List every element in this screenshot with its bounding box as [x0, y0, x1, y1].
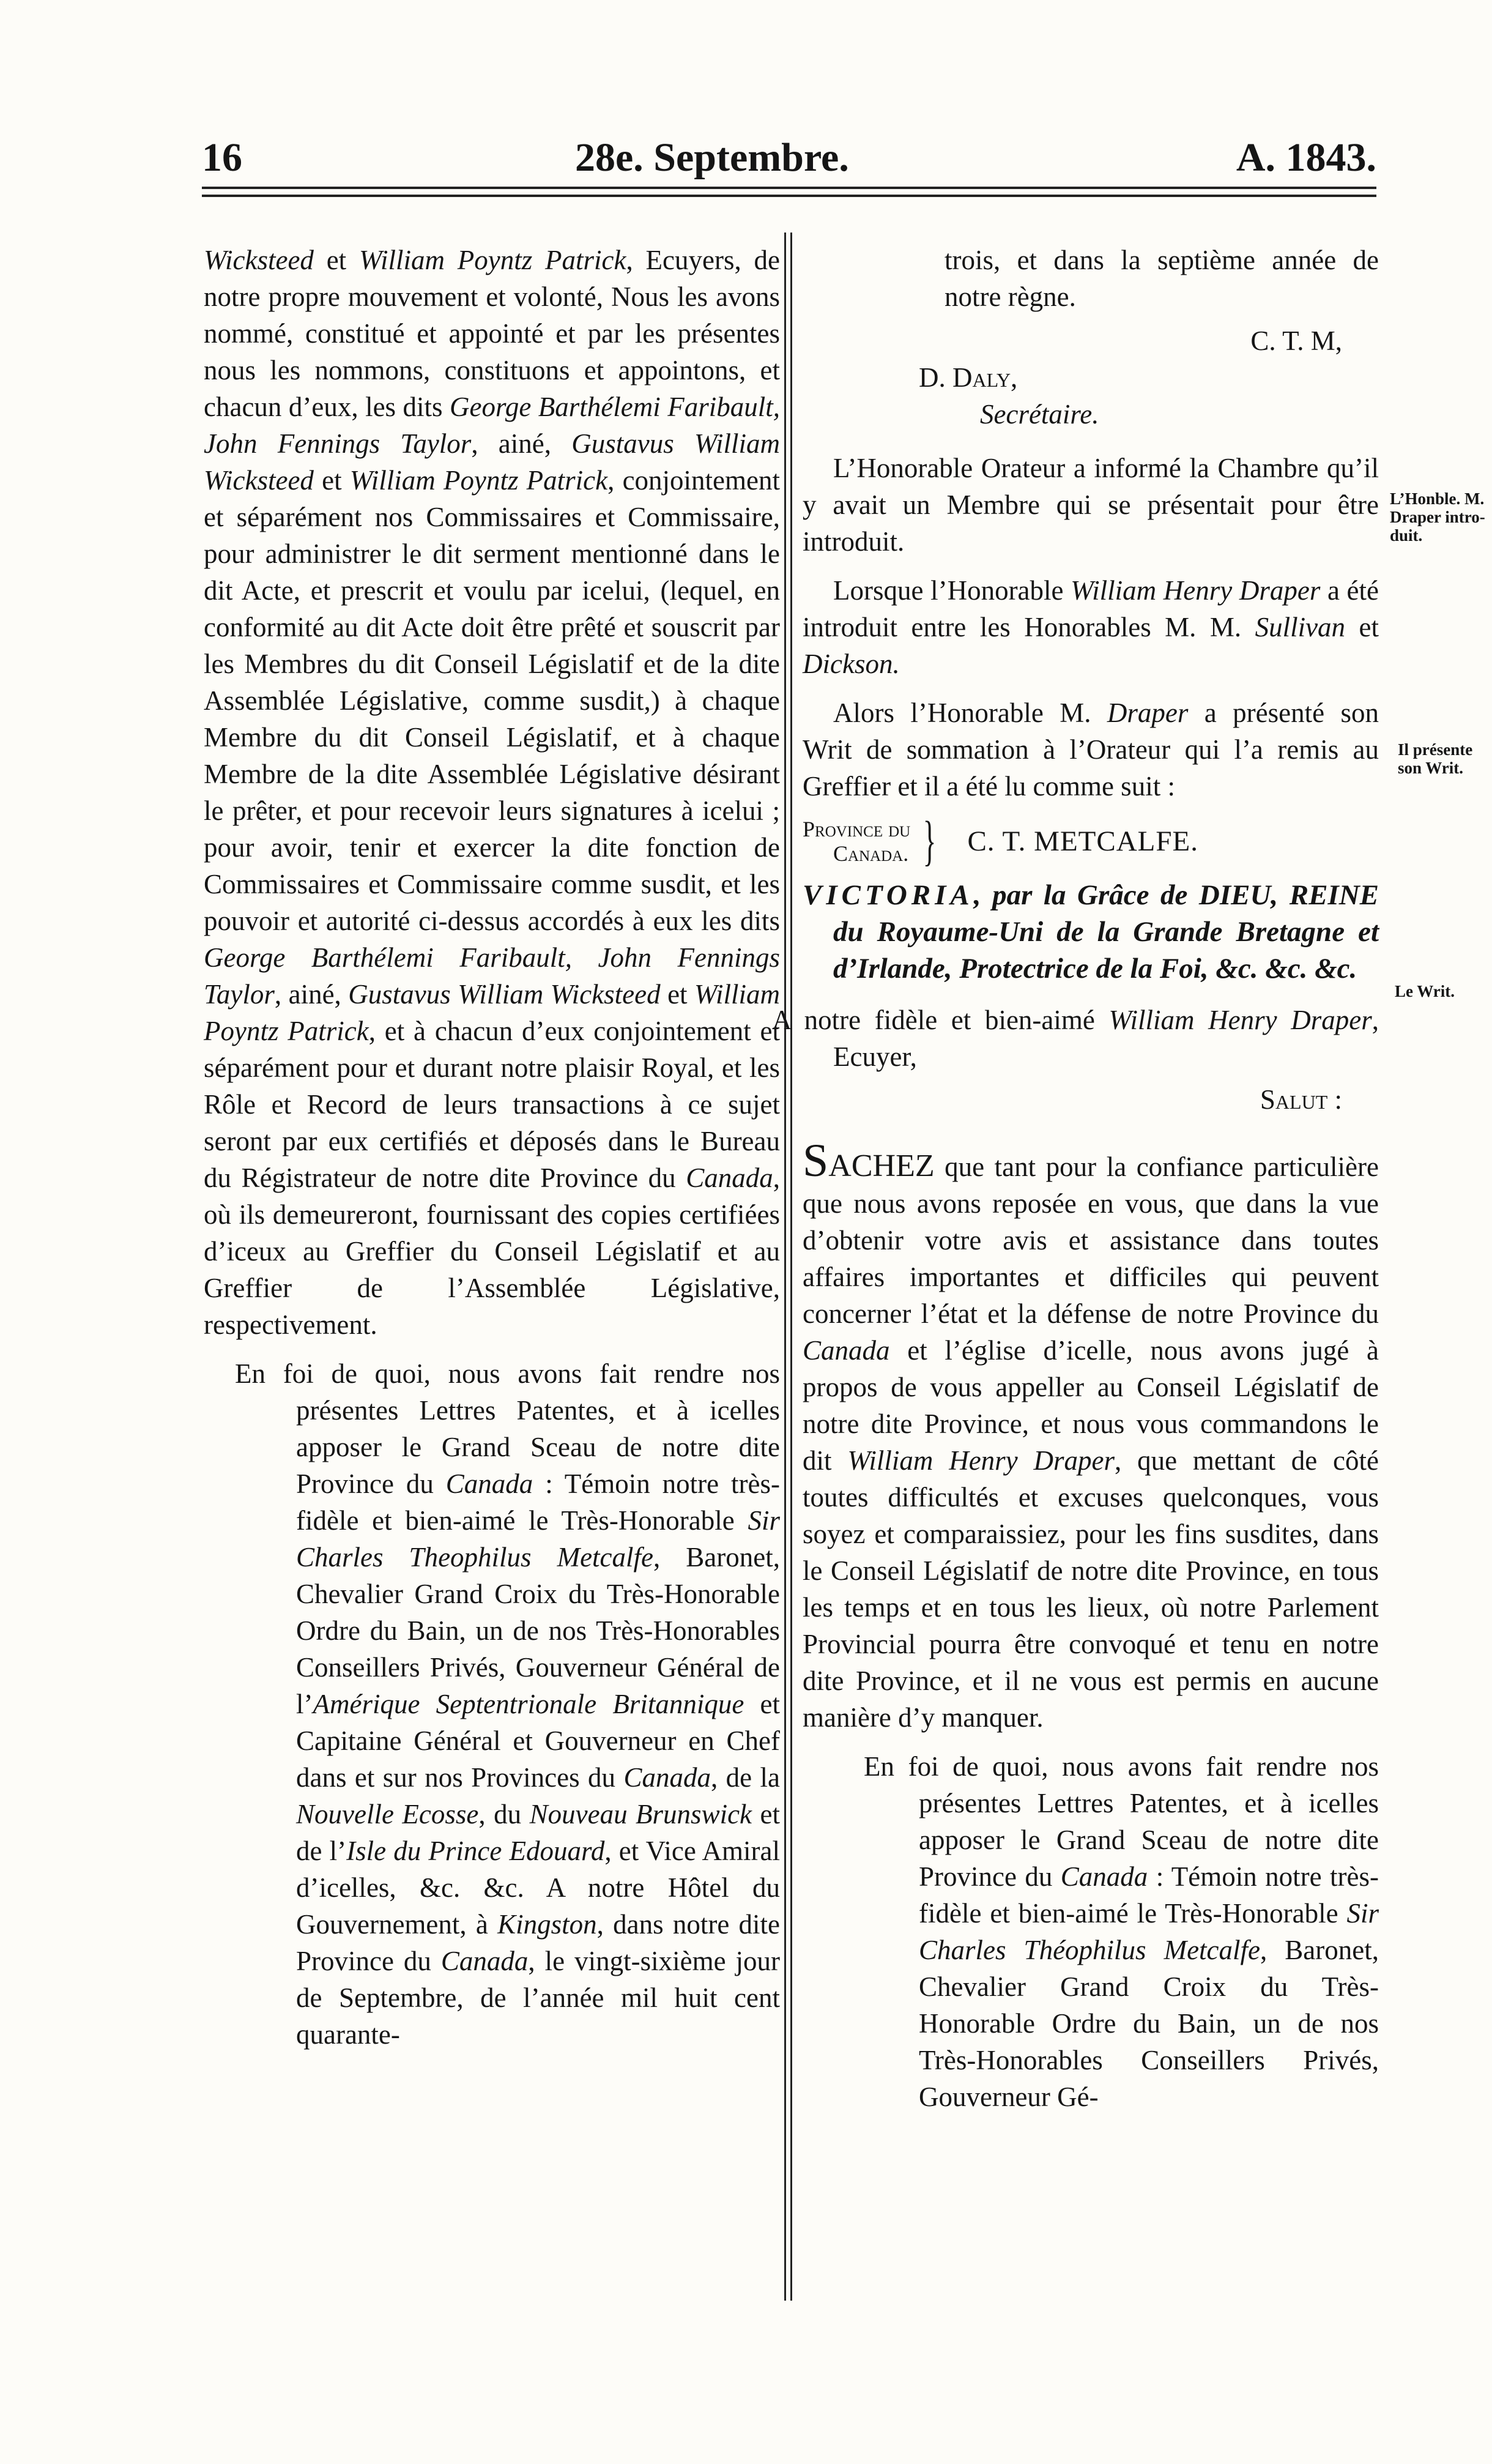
lorsque-paragraph: Lorsque l’Honorable William Henry Draper a été introduit entre les Honorables M. M. Sullivan et Dickson. [803, 575, 1379, 679]
margin-note-presente: Il présente son Writ. [1398, 740, 1473, 777]
province-label: Province du Canada. [803, 817, 911, 866]
en-foi-paragraph-left: En foi de quoi, nous avons fait rendre nos présentes Lettres Patentes, et à icelles apposer le Grand Sceau de notre dite Province du Canada : Témoin notre très-fidèle et bien-aimé le Très-Honorable Sir Charles Theophilus Metcalfe, Baronet, Chevalier Grand Croix du Très-Honorable Ordre du Bain, un de nos Très-Honorables Conseillers Privés, Gouverneur Général de l’Amérique Septentrionale Britannique et Capitaine Général et Gouverneur en Chef dans et sur nos Provinces du Canada, de la Nouvelle Ecosse, du Nouveau Brunswick et de l’Isle du Prince Edouard, et Vice Amiral d’icelles, &c. &c. A notre Hôtel du Gouvernement, à Kingston, dans notre dite Province du Canada, le vingt-sixième jour de Septembre, de l’année mil huit cent quarante- [235, 1358, 780, 2050]
page-date: 28e. Septembre. [575, 135, 849, 180]
page-header [202, 135, 1376, 184]
signer-title: Secrétaire. [980, 399, 1099, 430]
header-rule-top [202, 187, 1376, 189]
commission-paragraph: Wicksteed et William Poyntz Patrick, Ecuyers, de notre propre mouvement et volonté, Nous les avons nommé, constitué et appointé et par les présentes nous les nommons, constituons et appointons, et chacun d’eux, les dits George Barthélemi Faribault, John Fennings Taylor, ainé, Gustavus William Wicksteed et William Poyntz Patrick, conjointement et séparément nos Commissaires et Commissaire, pour administrer le dit serment mentionné dans le dit Acte, et prescrit et voulu par icelui, (lequel, en conformité au dit Acte doit être prêté et souscrit par les Membres du dit Conseil Législatif et de la dite Assemblée Législative, comme susdit,) à chaque Membre du dit Conseil Législatif, et à chaque Membre de la dite Assemblée Législative désirant le prêter, et pour recevoir leurs signatures à icelui ; pour avoir, tenir et exercer la dite fonction de Commissaires et Commissaire comme susdit, et les pouvoir et autorité ci-dessus accordés à eux les dits George Barthélemi Faribault, John Fennings Taylor, ainé, Gustavus William Wicksteed et William Poyntz Patrick, et à chacun d’eux conjointement et séparément pour et durant notre plaisir Royal, et les Rôle et Record de leurs transactions à ce sujet seront par eux certifiés et déposés dans le Bureau du Régistrateur de notre dite Province du Canada, où ils demeureront, fournissant des copies certifiées d’iceux au Greffier du Conseil Législatif et au Greffier de l’Assemblée Législative, respectivement. [204, 245, 781, 1340]
salut: Salut : [1260, 1084, 1342, 1115]
header-rule-bottom [202, 195, 1376, 197]
alors-paragraph: Alors l’Honorable M. Draper a présenté son Writ de sommation à l’Orateur qui l’a remis au Greffier et il a été lu comme suit : [803, 698, 1379, 802]
sachez-paragraph: SACHEZ que tant pour la confiance particulière que nous avons reposée en vous, que dans la vue d’obtenir votre avis et assistance dans toutes affaires importantes et difficiles qui peuvent concerner l’état et la défense de notre Province du Canada et l’église d’icelle, nous avons jugé à propos de vous appeller au Conseil Législatif de notre dite Province, et nous vous commandons le dit William Henry Draper, que mettant de côté toutes difficultés et excuses quelconques, vous soyez et comparaissiez, pour les fins susdites, dans le Conseil Législatif de notre dite Province, en tous les temps et en tous les lieux, où notre Parlement Provincial pourra être convoqué et tenu en notre dite Province, et il ne vous est permis en aucune manière d’y manquer. [803, 1135, 1379, 1733]
margin-note-introduit: L’Honble. M. Draper intro- duit. [1390, 489, 1485, 545]
signer-name: D. Daly, [919, 362, 1018, 393]
drop-cap: S [803, 1135, 829, 1186]
page-year: A. 1843. [1236, 135, 1376, 180]
column-divider-right [790, 233, 792, 2301]
left-column [204, 242, 780, 2053]
column-divider-left [784, 233, 786, 2301]
addressee: A notre fidèle et bien-aimé William Henry Draper, Ecuyer, [772, 1005, 1379, 1072]
continuation-text: trois, et dans la septième année de notre règne. [945, 245, 1379, 312]
en-foi-paragraph-right: En foi de quoi, nous avons fait rendre nos présentes Lettres Patentes, et à icelles apposer le Grand Sceau de notre dite Province du Canada : Témoin notre très-fidèle et bien-aimé le Très-Honorable Sir Charles Théophilus Metcalfe, Baronet, Chevalier Grand Croix du Très-Honorable Ordre du Bain, un de nos Très-Honorables Conseillers Privés, Gouverneur Gé- [864, 1751, 1379, 2112]
province-heading [803, 811, 1379, 871]
initials: C. T. M, [1250, 326, 1342, 356]
margin-note-writ: Le Writ. [1395, 982, 1455, 1000]
right-column [772, 242, 1379, 2115]
orateur-paragraph: L’Honorable Orateur a informé la Chambre qu’il y avait un Membre qui se présentait pour être introduit. [803, 453, 1379, 557]
brace-glyph: } [923, 811, 937, 871]
governor-name: C. T. METCALFE. [967, 825, 1198, 857]
writ-heading: VICTORIA, par la Grâce de DIEU, REINE du Royaume-Uni de la Grande Bretagne et d’Irlande, Protectrice de la Foi, &c. &c. &c. [803, 879, 1379, 984]
page-number: 16 [202, 135, 242, 180]
